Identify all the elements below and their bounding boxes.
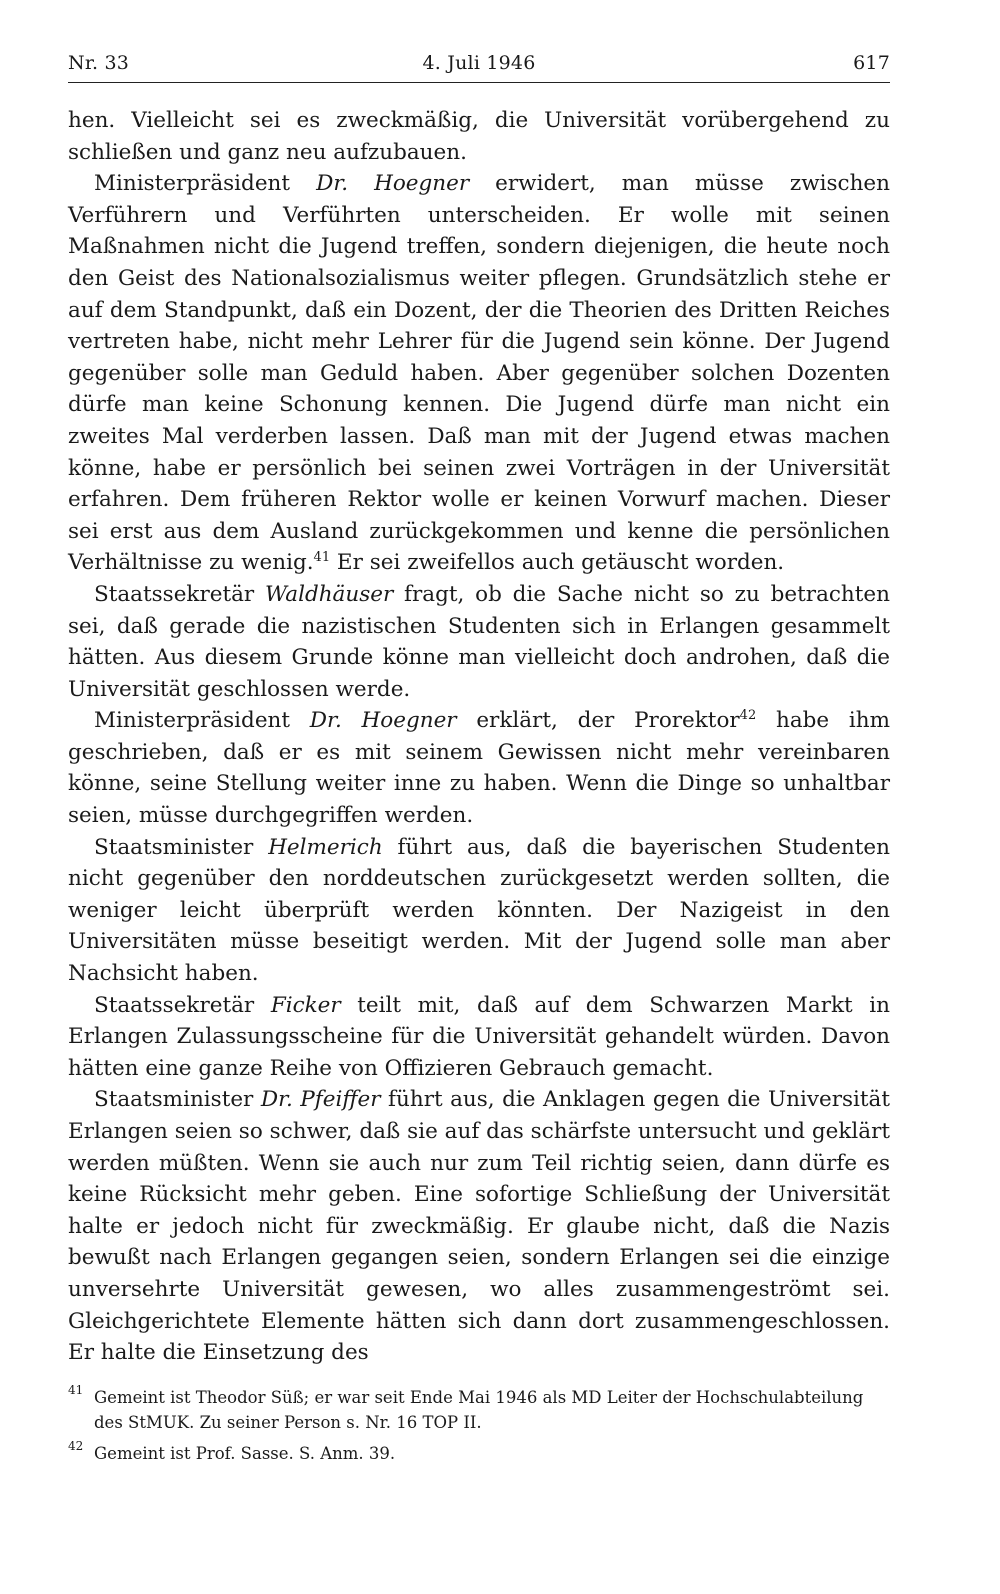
- text-run: teilt mit, daß auf dem Schwarzen Markt in Erlangen Zulassungsscheine für die Universität gehandelt würden. Davon hätten eine ganze Reihe von Offizieren Gebrauch gemacht.: [68, 992, 890, 1081]
- speaker-name: Dr. Hoegner: [309, 708, 457, 734]
- text-run: erklärt, der Prorektor: [456, 708, 740, 734]
- text-run: habe ihm geschrieben, daß er es mit seinem Gewissen nicht mehr vereinbaren könne, seine Stellung weiter inne zu haben. Wenn die Dinge so unhaltbar seien, müsse durchgegriffen werden.: [68, 708, 890, 829]
- footnotes: [68, 1382, 890, 1466]
- paragraph: [68, 105, 890, 168]
- page-header: [68, 52, 890, 83]
- paragraph: [68, 579, 890, 705]
- text-run: führt aus, die Anklagen gegen die Universität Erlangen seien so schwer, daß sie auf das schärfste untersucht und geklärt werden müßten. Wenn sie auch nur zum Teil richtig seien, dann dürfe es keine Rücksicht mehr geben. Eine sofortige Schließung der Universität halte er jedoch nicht für zweckmäßig. Er glaube nicht, daß die Nazis bewußt nach Erlangen gegangen seien, sondern Erlangen sei die einzige unversehrte Universität gewesen, wo alles zusammengeströmt sei. Gleichgerichtete Elemente hätten sich dann dort zusammengeschlossen. Er halte die Einsetzung des: [68, 1087, 890, 1366]
- footnote-reference: 42: [739, 708, 757, 724]
- footnote: [68, 1382, 890, 1435]
- text-run: Ministerpräsident: [94, 171, 317, 197]
- text-run: führt aus, daß die bayerischen Studenten nicht gegenüber den norddeutschen zurückgesetzt werden sollten, die weniger leicht überprüft werden könnten. Der Nazigeist in den Universitäten müsse beseitigt werden. Mit der Jugend solle man aber Nachsicht haben.: [68, 834, 890, 987]
- paragraph: [68, 990, 890, 1085]
- text-run: Staatsminister: [94, 1087, 261, 1113]
- body-text: [68, 105, 890, 1369]
- text-run: Er sei zweifellos auch getäuscht worden.: [330, 550, 785, 576]
- text-run: hen. Vielleicht sei es zweckmäßig, die Universität vorübergehend zu schließen und ganz neu aufzubauen.: [68, 108, 890, 165]
- document-number: Nr. 33: [68, 52, 130, 74]
- speaker-name: Waldhäuser: [265, 581, 394, 607]
- footnote: [68, 1438, 890, 1466]
- page-number: 617: [853, 52, 890, 74]
- text-run: Ministerpräsident: [94, 708, 310, 734]
- text-run: Staatssekretär: [94, 992, 271, 1018]
- text-run: Staatsminister: [94, 834, 269, 860]
- text-run: Staatssekretär: [94, 581, 266, 607]
- footnote-reference: 41: [313, 550, 331, 566]
- text-run: erwidert, man müsse zwischen Verführern und Verführten unterscheiden. Er wolle mit seinen Maßnahmen nicht die Jugend treffen, sondern diejenigen, die heute noch den Geist des Nationalsozialismus weiter pflegen. Grundsätzlich stehe er auf dem Standpunkt, daß ein Dozent, der die Theorien des Dritten Reiches vertreten habe, nicht mehr Lehrer für die Jugend sein könne. Der Jugend gegenüber solle man Geduld haben. Aber gegenüber solchen Dozenten dürfe man keine Schonung kennen. Die Jugend dürfe man nicht ein zweites Mal verderben lassen. Daß man mit der Jugend etwas machen könne, habe er persönlich bei seinen zwei Vorträgen in der Universität erfahren. Dem früheren Rektor wolle er keinen Vorwurf machen. Dieser sei erst aus dem Ausland zurückgekommen und kenne die persönlichen Verhältnisse zu wenig.: [68, 171, 890, 576]
- footnote-text: Gemeint ist Prof. Sasse. S. Anm. 39.: [94, 1443, 396, 1463]
- document-date: 4. Juli 1946: [422, 52, 536, 74]
- speaker-name: Helmerich: [268, 834, 383, 860]
- footnote-text: Gemeint ist Theodor Süß; er war seit Ende Mai 1946 als MD Leiter der Hochschulabteilung des StMUK. Zu seiner Person s. Nr. 16 TOP II.: [94, 1387, 864, 1432]
- speaker-name: Ficker: [270, 992, 341, 1018]
- speaker-name: Dr. Pfeiffer: [260, 1087, 381, 1113]
- paragraph: [68, 1084, 890, 1368]
- footnote-mark: 41: [68, 1382, 84, 1397]
- speaker-name: Dr. Hoegner: [316, 171, 470, 197]
- paragraph: [68, 832, 890, 990]
- paragraph: [68, 705, 890, 831]
- paragraph: [68, 168, 890, 579]
- footnote-mark: 42: [68, 1438, 84, 1453]
- text-run: fragt, ob die Sache nicht so zu betrachten sei, daß gerade die nazistischen Studenten sich in Erlangen gesammelt hätten. Aus diesem Grunde könne man vielleicht doch androhen, daß die Universität geschlossen werde.: [68, 581, 890, 702]
